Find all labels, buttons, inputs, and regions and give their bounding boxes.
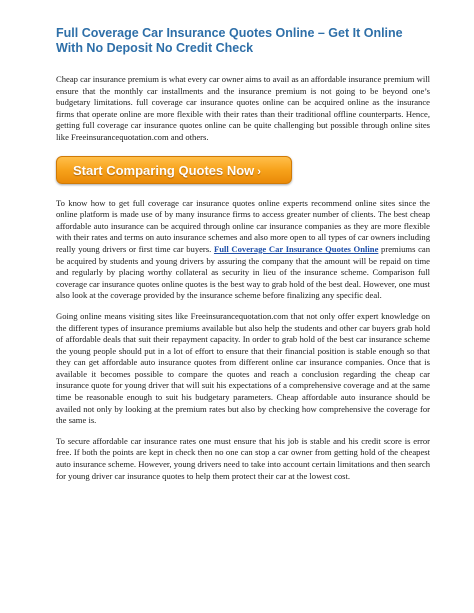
paragraph-how-to-end: premiums can be acquired by students and young drivers by assuring the company that the amount will be repaid on time and regularly by placing worthy collateral as security in lieu of the insurance scheme. Comparison full coverage car insurance quotes online quotes is the best way to grab hold of the best deal. However, one must also look at the coverage provided by the insurance scheme before finalizing any specific deal. [56, 243, 430, 301]
paragraph-going-online: Going online means visiting sites like Freeinsurancequotation.com that not only offer expert knowledge on the different types of insurance premiums available but also help the students and other car buyers grab hold of affordable deals that suit their repayment capacity. In order to grab hold of the best car insurance scheme the young people should put in a lot of effort to ensure that their financial position is stable enough so that they can get affordable auto insurance quotes from different online car insurance companies. Once that is available it becomes possible to compare the quotes and reach a conclusion regarding the cheap car insurance quote for young driver that will suit his expectations of a comprehensive coverage and at the same time be reasonable enough to suit his budgetary parameters. Cheap affordable auto insurance should be availed not only by looking at the premium rates but also by checking how comprehensive the coverage for the same is. [56, 310, 430, 426]
full-coverage-quotes-link[interactable]: Full Coverage Car Insurance Quotes Online [213, 243, 379, 254]
cta-label: Start Comparing Quotes Now [73, 162, 255, 178]
paragraph-how-to [56, 198, 430, 302]
chevron-right-icon: › [257, 165, 261, 178]
paragraph-secure-rates: To secure affordable car insurance rates one must ensure that his job is stable and his credit score is error free. If both the points are kept in check then no one can stop a car owner from getting hold of the cheapest auto insurance scheme. However, young drivers need to take into account certain limitations and then search for young driver car insurance quotes to help them protect their car at the lowest cost. [56, 435, 430, 481]
cta-container [56, 156, 430, 184]
document-title: Full Coverage Car Insurance Quotes Online – Get It Online With No Deposit No Credit Check [56, 26, 403, 55]
paragraph-how-to-start: To know how to get full coverage car insurance quotes online experts recommend online sites since the online platform is made use of by many insurance firms to access greater number of clients. The best cheap affordable auto insurance can be acquired through online car insurance companies as they are more flexible with their rates and terms on auto insurance schemes and also more open to all types of car owners including really young drivers or first time car buyers. [56, 197, 430, 254]
start-comparing-quotes-button[interactable] [56, 156, 292, 184]
paragraph-intro: Cheap car insurance premium is what every car owner aims to avail as an affordable insurance premium will ensure that the monthly car installments and the insurance premium is not going to be beyond one’s budgetary limitations. full coverage car insurance quotes online can be acquired online as the insurance firms that operate online are more flexible with their rates than their traditional offline counterparts. Hence, getting full coverage car insurance quotes online can be quite challenging but possible through online sites like Freeinsurancequotation.com and others. [56, 74, 430, 142]
